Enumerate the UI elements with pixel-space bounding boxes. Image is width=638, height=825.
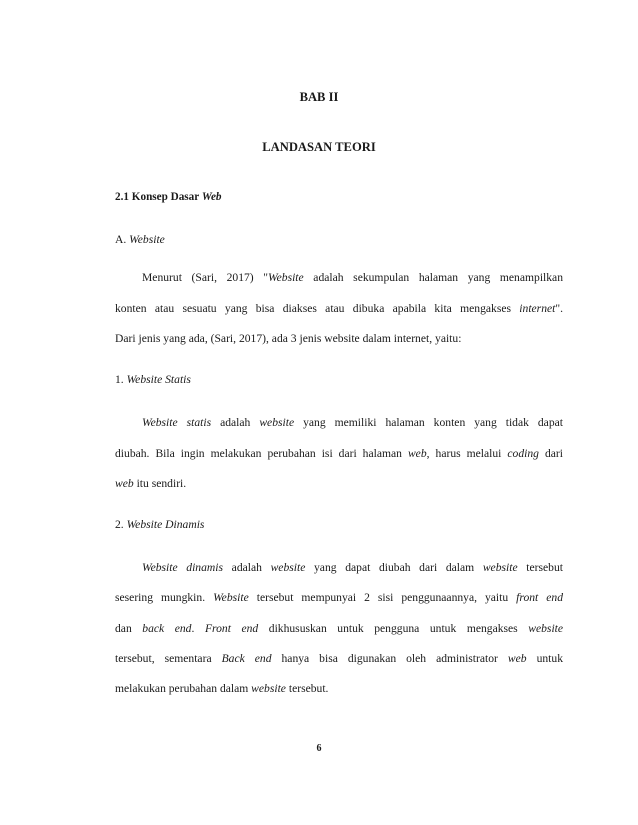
para1-line1 [142, 271, 563, 285]
subsection-a-heading [115, 233, 563, 247]
text-run-italic: website [251, 682, 286, 695]
text-run: dan [115, 622, 143, 635]
text-run: , harus melalui [426, 447, 508, 460]
text-run: dari [538, 447, 563, 460]
para3-line1 [142, 561, 563, 575]
text-run-italic: web [115, 477, 134, 490]
text-run: tersebut, sementara [115, 652, 222, 665]
text-run-italic: Website statis [142, 416, 212, 429]
item1-name: Website Statis [126, 373, 191, 386]
item1-prefix: 1. [115, 373, 127, 386]
text-run-italic: web [407, 447, 427, 460]
text-run: itu sendiri. [133, 477, 187, 490]
para2-line2 [115, 447, 563, 461]
text-run-italic: coding [507, 447, 539, 460]
section-name: Web [201, 191, 222, 203]
text-run-italic: website [528, 622, 564, 635]
text-run-italic: Front end [204, 622, 259, 635]
text-run: Menurut (Sari, 2017) " [142, 271, 269, 284]
subsection-a-name: Website [129, 233, 165, 246]
text-run: . [191, 622, 205, 635]
text-run-italic: Website [268, 271, 304, 284]
text-run: adalah [223, 561, 271, 574]
text-run: ". [555, 302, 563, 315]
text-run-italic: Website dinamis [142, 561, 224, 574]
text-run: sesering mungkin. [115, 591, 214, 604]
para1-line3: Dari jenis yang ada, (Sari, 2017), ada 3 jenis website dalam internet, yaitu: [115, 332, 462, 345]
item2-name: Website Dinamis [126, 518, 205, 531]
chapter-title: LANDASAN TEORI [262, 140, 376, 154]
text-run-italic: Back end [221, 652, 272, 665]
text-run-italic: website [482, 561, 518, 574]
item1-heading [115, 373, 563, 387]
para2-line3 [115, 477, 563, 491]
para3-line2 [115, 591, 563, 605]
text-run-italic: website [259, 416, 295, 429]
text-run: yang dapat diubah dari dalam [305, 561, 483, 574]
text-run-italic: Website [213, 591, 249, 604]
text-run: diubah. Bila ingin melakukan perubahan isi dari halaman [115, 447, 408, 460]
section-heading [115, 190, 563, 204]
subsection-a-prefix: A. [115, 233, 130, 246]
text-run: tersebut [517, 561, 563, 574]
item2-prefix: 2. [115, 518, 127, 531]
text-run-italic: back end [142, 622, 192, 635]
text-run: hanya bisa digunakan oleh administrator [271, 652, 508, 665]
text-run: adalah sekumpulan halaman yang menampilkan [303, 271, 563, 284]
text-run-italic: web [507, 652, 527, 665]
text-run: yang memiliki halaman konten yang tidak dapat [294, 416, 563, 429]
chapter-number: BAB II [299, 90, 339, 104]
text-run-italic: front end [516, 591, 563, 604]
text-run-italic: internet [519, 302, 556, 315]
text-run: konten atau sesuatu yang bisa diakses atau dibuka apabila kita mengakses [115, 302, 520, 315]
para3-line5 [115, 682, 563, 696]
section-number: 2.1 Konsep Dasar [115, 191, 202, 203]
text-run: tersebut mempunyai 2 sisi penggunaannya, yaitu [248, 591, 517, 604]
para3-line4 [115, 652, 563, 666]
text-run-italic: website [270, 561, 306, 574]
text-run: untuk [526, 652, 563, 665]
para1-line2 [115, 302, 563, 316]
text-run: melakukan perubahan dalam [115, 682, 252, 695]
para3-line3 [115, 622, 563, 636]
text-run: tersebut. [285, 682, 329, 695]
text-run: adalah [211, 416, 260, 429]
text-run: dikhususkan untuk pengguna untuk mengakses [258, 622, 529, 635]
para2-line1 [142, 416, 563, 430]
item2-heading [115, 518, 563, 532]
page-number: 6 [316, 743, 322, 754]
